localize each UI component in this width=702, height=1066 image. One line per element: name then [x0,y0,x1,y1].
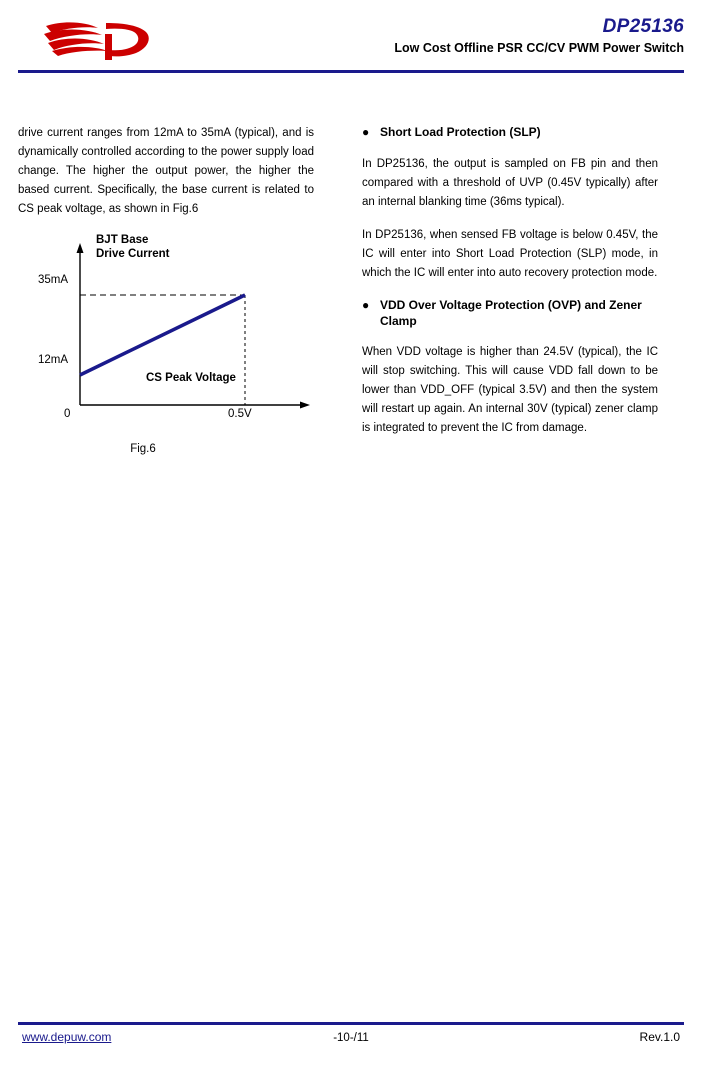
bullet-label-slp: Short Load Protection (SLP) [380,125,541,139]
chart-x-tick-0: 0 [64,408,71,420]
website-link[interactable]: www.depuw.com [22,1030,112,1044]
bullet-dot-icon: ● [362,298,370,312]
page-footer [18,1028,684,1052]
chart-x-tick-0p5v: 0.5V [228,408,252,420]
left-paragraph-1: drive current ranges from 12mA to 35mA (typical), and is dynamically controlled according to the power supply load change. The higher the output power, the higher the based current. Specifically, the base current is related to CS peak voltage, as shown in Fig.6 [18,127,314,215]
footer-divider [18,1022,684,1025]
page-header [18,10,684,66]
bullet-dot-icon: ● [362,125,370,139]
right-column [362,124,658,452]
page-number: -10-/11 [333,1032,369,1044]
chart-y-tick-12ma: 12mA [38,354,69,366]
chart-y-axis-label: BJT Base Drive Current [96,234,170,260]
part-number: DP25136 [602,16,684,37]
bullet-short-load-protection [362,124,658,141]
revision-label: Rev.1.0 [639,1030,680,1044]
right-paragraph-3: When VDD voltage is higher than 24.5V (typical), the IC will stop switching. This will cause VDD fall down to be lower than VDD_OFF (typical 3.5V) and then the system will restart up again. An internal 30V (typical) zener clamp is integrated to prevent the IC from damage. [362,346,658,434]
header-divider [18,70,684,73]
left-column [18,124,314,463]
bullet-vdd-ovp [362,297,658,329]
depuw-logo-icon [42,20,154,60]
chart-x-axis-label: CS Peak Voltage [146,372,236,384]
bullet-label-ovp: VDD Over Voltage Protection (OVP) and Zener Clamp [380,298,642,328]
figure-6 [18,233,314,463]
header-titles [394,16,684,56]
part-subtitle: Low Cost Offline PSR CC/CV PWM Power Switch [394,41,684,55]
right-paragraph-1: In DP25136, the output is sampled on FB pin and then compared with a threshold of UVP (0.45V typically) after an internal blanking time (36ms typical). [362,158,658,208]
chart-y-tick-35ma: 35mA [38,274,69,286]
figure-caption: Fig.6 [130,443,156,455]
right-paragraph-2: In DP25136, when sensed FB voltage is below 0.45V, the IC will enter into Short Load Protection (SLP) mode, in which the IC will enter into auto recovery protection mode. [362,229,658,279]
